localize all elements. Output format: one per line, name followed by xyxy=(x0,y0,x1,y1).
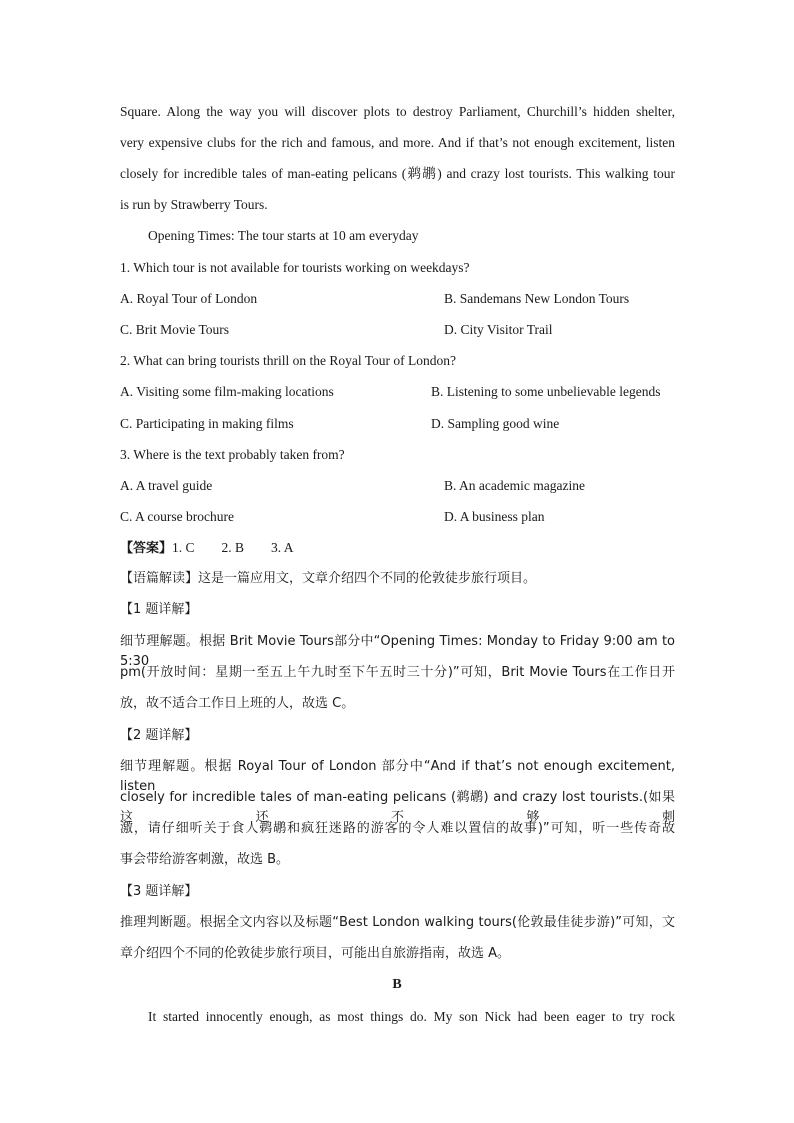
passage-line-2: very expensive clubs for the rich and famous, and more. And if that’s not enough excitement, listen xyxy=(120,135,675,150)
question-3-option-a: A. A travel guide xyxy=(120,478,213,493)
passage-line-4: is run by Strawberry Tours. xyxy=(120,197,268,212)
q1-detail-line-1: 细节理解题。根据 Brit Movie Tours部分中“Opening Times: Monday to Friday 9:00 am to 5:30 xyxy=(120,634,675,669)
question-2-stem: 2. What can bring tourists thrill on the Royal Tour of London? xyxy=(120,353,457,368)
question-2-option-b: B. Listening to some unbelievable legends xyxy=(431,384,661,399)
question-1-option-b: B. Sandemans New London Tours xyxy=(444,291,630,306)
q3-detail-line-1: 推理判断题。根据全文内容以及标题“Best London walking tours(伦敦最佳徒步游)”可知，文 xyxy=(120,915,675,930)
section-b-first-line: It started innocently enough, as most things do. My son Nick had been eager to try rock xyxy=(148,1009,675,1024)
q1-detail-line-2: pm(开放时间：星期一至五上午九时至下午五时三十分)”可知，Brit Movie Tours在工作日开 xyxy=(120,665,675,680)
q1-detail-title: 【1 题详解】 xyxy=(120,602,198,617)
q2-detail-line-4: 事会带给游客刺激，故选 B。 xyxy=(120,852,290,867)
question-2-option-a: A. Visiting some film-making locations xyxy=(120,384,334,399)
passage-line-1: Square. Along the way you will discover plots to destroy Parliament, Churchill’s hidden shelter, xyxy=(120,104,675,119)
analysis-overview: 【语篇解读】这是一篇应用文，文章介绍四个不同的伦敦徒步旅行项目。 xyxy=(120,571,537,586)
q1-detail-line-3: 放，故不适合工作日上班的人，故选 C。 xyxy=(120,696,355,711)
question-3-stem: 3. Where is the text probably taken from? xyxy=(120,447,345,462)
question-1-stem: 1. Which tour is not available for tourists working on weekdays? xyxy=(120,260,470,275)
answer-label: 【答案】 xyxy=(120,541,173,556)
passage-line-3: closely for incredible tales of man-eating pelicans (鹈鹕) and crazy lost tourists. This walking tour xyxy=(120,166,675,181)
question-3-option-b: B. An academic magazine xyxy=(444,478,585,493)
q3-detail-line-2: 章介绍四个不同的伦敦徒步旅行项目，可能出自旅游指南，故选 A。 xyxy=(120,946,511,961)
q2-detail-line-2: closely for incredible tales of man-eating pelicans (鹈鹕) and crazy lost tourists.(如果这还不够刺 xyxy=(120,790,675,825)
question-1-option-d: D. City Visitor Trail xyxy=(444,322,553,337)
q2-detail-line-3: 激，请仔细听关于食人鹈鹕和疯狂迷路的游客的令人难以置信的故事)”可知，听一些传奇故 xyxy=(120,821,675,836)
section-b-heading: B xyxy=(392,977,402,992)
q2-detail-title: 【2 题详解】 xyxy=(120,728,198,743)
opening-times: Opening Times: The tour starts at 10 am everyday xyxy=(148,228,419,243)
question-2-option-c: C. Participating in making films xyxy=(120,416,294,431)
question-2-option-d: D. Sampling good wine xyxy=(431,416,560,431)
q2-detail-line-1: 细节理解题。根据 Royal Tour of London 部分中“And if that’s not enough excitement, listen xyxy=(120,759,675,794)
question-3-option-c: C. A course brochure xyxy=(120,509,234,524)
answer-values: 1. C 2. B 3. A xyxy=(172,540,294,555)
answer-line xyxy=(120,538,675,559)
q3-detail-title: 【3 题详解】 xyxy=(120,884,198,899)
question-1-option-a: A. Royal Tour of London xyxy=(120,291,258,306)
question-1-option-c: C. Brit Movie Tours xyxy=(120,322,230,337)
question-3-option-d: D. A business plan xyxy=(444,509,545,524)
